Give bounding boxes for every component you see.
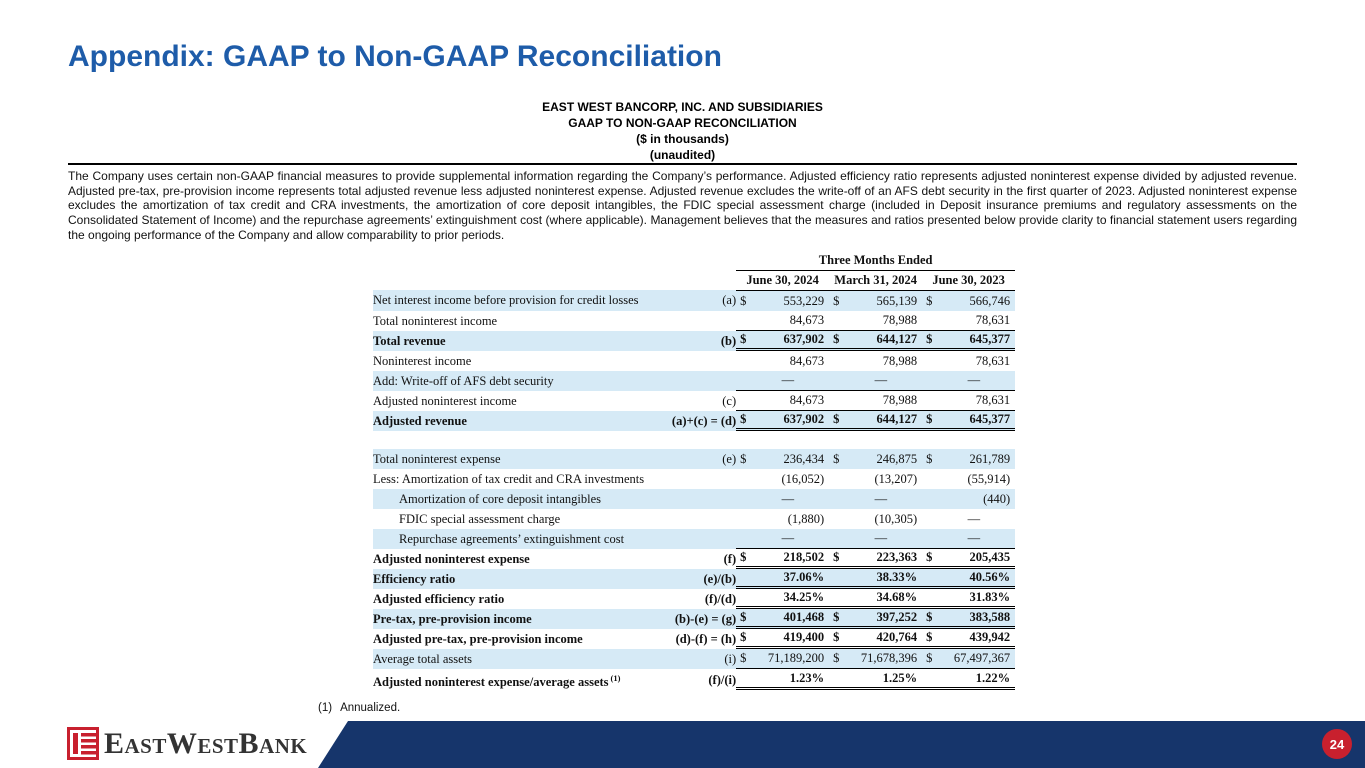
row-value-cell <box>829 489 922 509</box>
value-text: — <box>781 491 795 506</box>
dollar-sign: $ <box>926 630 933 644</box>
value-text: 553,229 <box>783 293 825 308</box>
value-text: — <box>781 531 795 545</box>
dollar-sign: $ <box>833 610 840 624</box>
row-value-cell <box>829 311 922 331</box>
row-value-cell <box>922 469 1015 489</box>
row-value-cell <box>736 569 829 589</box>
page-number-badge: 24 <box>1322 729 1352 759</box>
row-value-cell <box>922 449 1015 469</box>
row-formula-code: (f)/(i) <box>708 672 737 687</box>
value-text: 1.22% <box>975 671 1011 686</box>
table-gap-row <box>373 431 1015 449</box>
dollar-sign: $ <box>926 610 933 624</box>
row-formula-code <box>644 351 736 371</box>
row-value-cell <box>829 411 922 431</box>
table-row <box>373 391 1015 411</box>
value-text: 401,468 <box>783 610 825 624</box>
row-value-cell <box>736 391 829 411</box>
row-label: Efficiency ratio <box>373 569 644 589</box>
row-value-cell <box>736 509 829 529</box>
row-formula-code: (i) <box>644 649 736 669</box>
row-value-cell <box>736 549 829 569</box>
row-value-cell <box>829 649 922 669</box>
dollar-sign: $ <box>833 550 840 564</box>
row-label: Adjusted efficiency ratio <box>373 591 505 606</box>
row-label: Adjusted noninterest expense <box>373 551 530 566</box>
value-text: (440) <box>983 491 1011 506</box>
row-formula-code <box>644 489 736 509</box>
table-row <box>373 589 1015 609</box>
value-text: 261,789 <box>969 451 1011 466</box>
table-row <box>373 290 1015 311</box>
row-label: Amortization of core deposit intangibles <box>373 489 644 509</box>
value-text: 67,497,367 <box>953 651 1011 665</box>
row-label: Total revenue <box>373 331 644 351</box>
row-value-cell <box>829 609 922 629</box>
row-label: Pre-tax, pre-provision income <box>373 609 644 629</box>
dollar-sign: $ <box>740 550 747 564</box>
table-row <box>373 411 1015 431</box>
value-text: 78,631 <box>975 353 1011 368</box>
column-header: June 30, 2024 <box>736 270 829 290</box>
column-header: March 31, 2024 <box>829 270 922 290</box>
row-value-cell <box>736 351 829 371</box>
row-label: Net interest income before provision for credit losses <box>373 290 644 311</box>
row-value-cell <box>829 469 922 489</box>
value-text: 78,988 <box>882 393 918 407</box>
row-label: Average total assets <box>373 649 644 669</box>
row-value-cell <box>922 311 1015 331</box>
empty-cell <box>644 270 736 290</box>
reconciliation-table-body <box>373 290 1015 691</box>
table-row <box>373 351 1015 371</box>
row-formula-code <box>644 311 736 331</box>
empty-cell <box>373 250 644 270</box>
value-text: 644,127 <box>876 412 918 426</box>
value-text: 397,252 <box>876 610 918 624</box>
row-formula-code: (c) <box>722 393 737 408</box>
east-west-bank-logo-text: EastWestBank <box>104 727 308 760</box>
value-text: 223,363 <box>876 550 918 564</box>
value-text: 246,875 <box>876 451 918 466</box>
table-row <box>373 609 1015 629</box>
row-value-cell <box>829 529 922 549</box>
dollar-sign: $ <box>740 610 747 624</box>
value-text: 84,673 <box>789 313 825 327</box>
dollar-sign: $ <box>833 630 840 644</box>
row-value-cell <box>829 391 922 411</box>
page-title: Appendix: GAAP to Non-GAAP Reconciliation <box>68 40 722 73</box>
value-text: — <box>874 491 888 506</box>
table-row <box>373 649 1015 669</box>
statement-title-line: GAAP TO NON-GAAP RECONCILIATION <box>568 116 797 130</box>
span-header: Three Months Ended <box>736 250 1015 270</box>
value-text: 71,678,396 <box>860 651 918 665</box>
dollar-sign: $ <box>926 550 933 564</box>
row-label: FDIC special assessment charge <box>399 511 561 526</box>
value-text: 205,435 <box>969 550 1011 564</box>
value-text: 439,942 <box>969 630 1011 644</box>
row-value-cell <box>829 669 922 691</box>
table-row <box>373 469 1015 489</box>
row-value-cell <box>736 411 829 431</box>
row-value-cell <box>736 290 829 311</box>
dollar-sign: $ <box>740 332 747 346</box>
row-value-cell <box>922 331 1015 351</box>
row-formula-code: (e) <box>644 449 736 469</box>
value-text: — <box>874 531 888 545</box>
table-row <box>373 371 1015 391</box>
row-formula-code: (a) <box>644 290 736 311</box>
row-value-cell <box>922 489 1015 509</box>
footer-navy-bar <box>318 721 1365 768</box>
value-text: — <box>967 531 981 545</box>
value-text: 34.25% <box>783 590 825 604</box>
span-header-row <box>373 250 1015 270</box>
value-text: 637,902 <box>783 412 825 426</box>
value-text: (13,207) <box>874 471 918 486</box>
row-label: Repurchase agreements’ extinguishment cost <box>373 529 644 549</box>
row-formula-code <box>644 371 736 391</box>
row-value-cell <box>736 629 829 649</box>
row-value-cell <box>736 371 829 391</box>
row-value-cell <box>922 629 1015 649</box>
row-label: Total noninterest income <box>373 313 498 328</box>
value-text: 37.06% <box>783 570 825 584</box>
value-text: 40.56% <box>969 570 1011 584</box>
row-value-cell <box>736 469 829 489</box>
row-value-cell <box>829 509 922 529</box>
table-row <box>373 449 1015 469</box>
row-value-cell <box>829 331 922 351</box>
column-header: June 30, 2023 <box>922 270 1015 290</box>
reconciliation-table <box>373 250 1015 691</box>
value-text: 1.25% <box>882 671 918 686</box>
row-value-cell <box>922 351 1015 371</box>
dollar-sign: $ <box>833 293 840 308</box>
row-value-cell <box>922 569 1015 589</box>
row-value-cell <box>922 371 1015 391</box>
row-formula-code <box>644 469 736 489</box>
dollar-sign: $ <box>926 332 933 346</box>
horizontal-rule <box>68 163 1297 165</box>
row-formula-code: (d)-(f) = (h) <box>675 631 737 646</box>
dollar-sign: $ <box>926 412 933 426</box>
value-text: 84,673 <box>789 393 825 407</box>
value-text: 566,746 <box>969 293 1011 308</box>
value-text: (16,052) <box>781 471 825 486</box>
row-label: Total noninterest expense <box>373 449 644 469</box>
value-text: 383,588 <box>969 610 1011 624</box>
row-value-cell <box>922 669 1015 691</box>
value-text: — <box>967 511 981 526</box>
row-label: Adjusted pre-tax, pre-provision income <box>373 631 583 646</box>
row-formula-code: (f) <box>723 551 737 566</box>
value-text: 38.33% <box>876 570 918 584</box>
intro-paragraph: The Company uses certain non-GAAP financial measures to provide supplemental information regarding the Company’s performance. Adjusted efficiency ratio represents adjusted noninterest expense divided by adjusted revenue. Adjusted pre-tax, pre-provision income represents total adjusted revenue less adjusted noninterest expense. Adjusted revenue excludes the write-off of an AFS debt security in the first quarter of 2023. Adjusted noninterest expense excludes the amortization of tax credit and CRA investments, the amortization of core deposit intangibles, the FDIC special assessment charge (included in Deposit insurance premiums and regulatory assessments on the Consolidated Statement of Income) and the repurchase agreements’ extinguishment cost (where applicable). Management believes that the measures and ratios presented below provide clarity to financial statement users regarding the ongoing performance of the Company and allow comparability to prior periods. <box>68 169 1297 242</box>
dollar-sign: $ <box>833 412 840 426</box>
footnote-ref: (1) <box>610 672 621 683</box>
value-text: — <box>874 373 888 387</box>
dollar-sign: $ <box>926 451 933 466</box>
row-value-cell <box>736 529 829 549</box>
row-value-cell <box>736 449 829 469</box>
row-value-cell <box>736 669 829 691</box>
table-row <box>373 311 1015 331</box>
row-value-cell <box>736 331 829 351</box>
dollar-sign: $ <box>833 451 840 466</box>
dollar-sign: $ <box>926 651 933 665</box>
dollar-sign: $ <box>926 293 933 308</box>
value-text: 1.23% <box>789 671 825 686</box>
row-label: Add: Write-off of AFS debt security <box>373 371 644 391</box>
footnote <box>318 702 400 714</box>
dollar-sign: $ <box>833 332 840 346</box>
row-value-cell <box>829 371 922 391</box>
row-value-cell <box>829 549 922 569</box>
value-text: 71,189,200 <box>767 651 825 665</box>
row-value-cell <box>736 489 829 509</box>
units-line: ($ in thousands) <box>636 132 729 146</box>
row-value-cell <box>922 509 1015 529</box>
table-row <box>373 509 1015 529</box>
row-label: Adjusted noninterest expense/average assets $^{(1)}$ <box>373 672 621 689</box>
row-label: Less: Amortization of tax credit and CRA investments <box>373 471 645 486</box>
row-formula-code: (e)/(b) <box>644 569 736 589</box>
row-value-cell <box>736 311 829 331</box>
value-text: 645,377 <box>969 412 1011 426</box>
row-formula-code: (b) <box>644 331 736 351</box>
value-text: 84,673 <box>789 353 825 368</box>
row-value-cell <box>829 351 922 371</box>
row-value-cell <box>922 609 1015 629</box>
row-value-cell <box>829 629 922 649</box>
value-text: (55,914) <box>967 471 1011 486</box>
row-label: Adjusted noninterest income <box>373 393 517 408</box>
dollar-sign: $ <box>740 451 747 466</box>
value-text: 78,631 <box>975 393 1011 407</box>
table-row <box>373 489 1015 509</box>
table-row <box>373 569 1015 589</box>
value-text: 78,631 <box>975 313 1011 327</box>
table-row <box>373 669 1015 691</box>
value-text: 419,400 <box>783 630 825 644</box>
row-value-cell <box>922 529 1015 549</box>
row-value-cell <box>829 569 922 589</box>
row-formula-code: (b)-(e) = (g) <box>644 609 736 629</box>
value-text: 218,502 <box>783 550 825 564</box>
table-row <box>373 331 1015 351</box>
dollar-sign: $ <box>740 412 747 426</box>
value-text: 78,988 <box>882 313 918 327</box>
row-value-cell <box>922 549 1015 569</box>
empty-cell <box>373 270 644 290</box>
value-text: 644,127 <box>876 332 918 346</box>
row-value-cell <box>829 449 922 469</box>
table-row <box>373 629 1015 649</box>
value-text: 31.83% <box>969 590 1011 604</box>
value-text: (10,305) <box>874 511 918 526</box>
row-formula-code <box>644 509 736 529</box>
value-text: 78,988 <box>882 353 918 368</box>
slide-footer <box>0 721 1365 768</box>
row-value-cell <box>922 411 1015 431</box>
row-label: Noninterest income <box>373 353 472 368</box>
value-text: — <box>781 373 795 387</box>
row-formula-code <box>644 529 736 549</box>
company-name-line: EAST WEST BANCORP, INC. AND SUBSIDIARIES <box>542 100 823 114</box>
value-text: 637,902 <box>783 332 825 346</box>
row-value-cell <box>922 391 1015 411</box>
unaudited-line: (unaudited) <box>649 148 716 162</box>
row-label: Adjusted revenue <box>373 411 644 431</box>
dollar-sign: $ <box>833 651 840 665</box>
footnote-text: Annualized. <box>340 702 401 714</box>
east-west-bank-logo-icon <box>67 727 99 760</box>
dollar-sign: $ <box>740 651 747 665</box>
row-value-cell <box>736 609 829 629</box>
value-text: 565,139 <box>876 293 918 308</box>
row-value-cell <box>829 589 922 609</box>
value-text: 645,377 <box>969 332 1011 346</box>
gap-cell <box>373 431 1015 449</box>
row-value-cell <box>922 589 1015 609</box>
value-text: (1,880) <box>787 511 825 526</box>
row-value-cell <box>922 290 1015 311</box>
column-header-row <box>373 270 1015 290</box>
row-value-cell <box>922 649 1015 669</box>
value-text: — <box>967 373 981 387</box>
east-west-bank-logo <box>67 727 307 760</box>
value-text: 236,434 <box>783 451 825 466</box>
value-text: 34.68% <box>876 590 918 604</box>
table-row <box>373 529 1015 549</box>
dollar-sign: $ <box>740 293 747 308</box>
row-formula-code: (a)+(c) = (d) <box>644 411 736 431</box>
dollar-sign: $ <box>740 630 747 644</box>
footnote-marker: (1) <box>318 702 333 714</box>
row-formula-code: (f)/(d) <box>704 591 737 606</box>
row-value-cell <box>736 649 829 669</box>
table-row <box>373 549 1015 569</box>
value-text: 420,764 <box>876 630 918 644</box>
row-value-cell <box>829 290 922 311</box>
row-value-cell <box>736 589 829 609</box>
table-title-block <box>0 99 1365 163</box>
empty-cell <box>644 250 736 270</box>
